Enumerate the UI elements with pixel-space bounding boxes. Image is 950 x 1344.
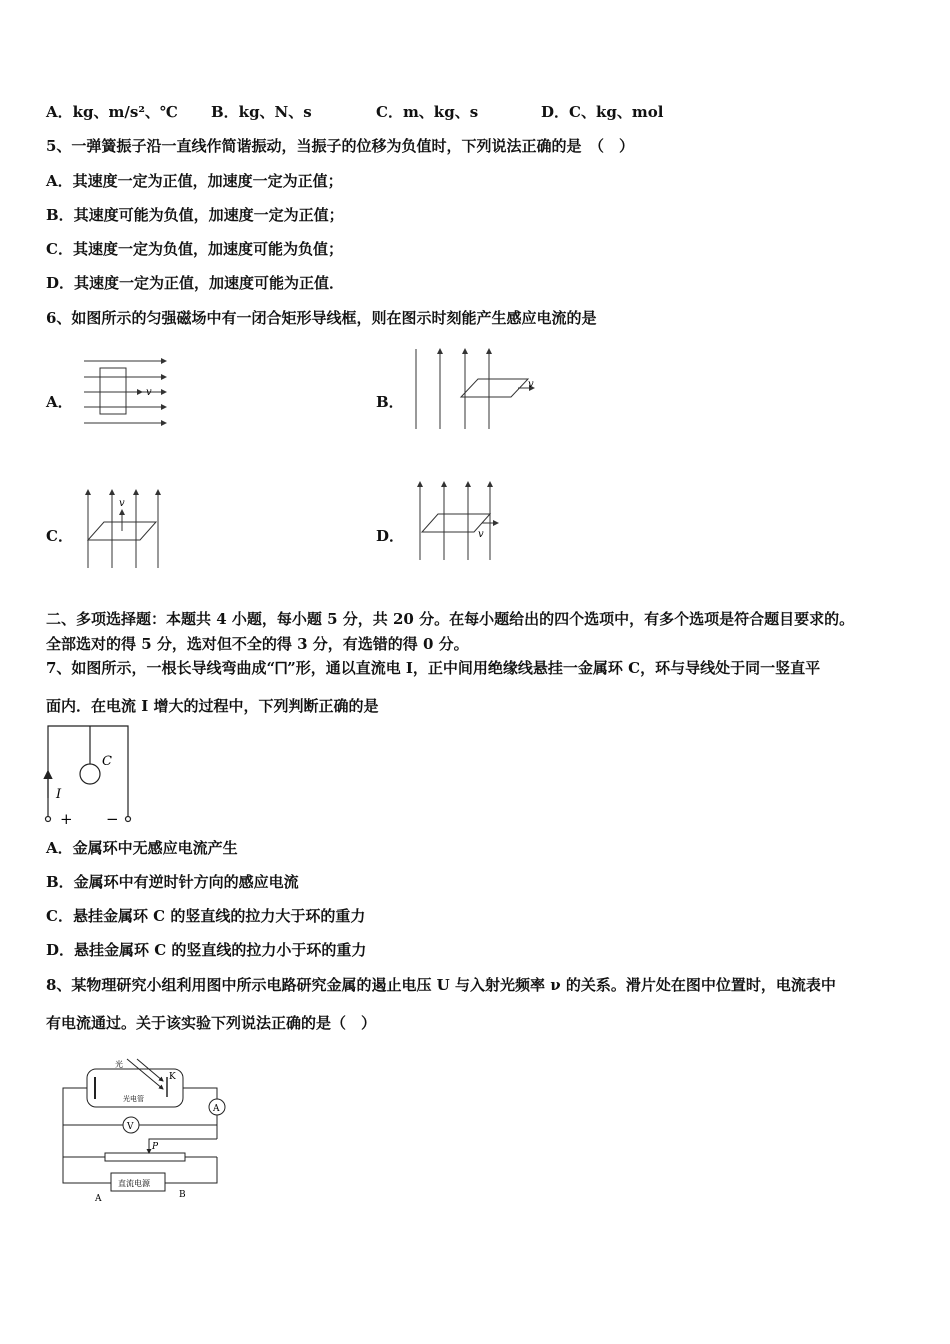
q8-circuit-figure xyxy=(55,1055,230,1205)
q8-ammeter-label: A xyxy=(213,1104,220,1114)
q7-plus-label: + xyxy=(60,810,73,828)
q8-end-a-label: A xyxy=(95,1194,102,1204)
q5-option-d: D．其速度一定为正值，加速度可能为正值． xyxy=(46,274,345,292)
q7-line1: 7、如图所示，一根长导线弯曲成“⨅”形，通以直流电 I，正中间用绝缘线悬挂一金属环 C，环与导线处于同一竖直平 xyxy=(46,659,821,677)
q6-figure-a xyxy=(80,355,172,430)
q7-figure xyxy=(40,720,140,828)
section2-line2: 全部选对的得 5 分，选对但不全的得 3 分，有选错的得 0 分。 xyxy=(46,635,469,653)
q6-stem: 6、如图所示的匀强磁场中有一闭合矩形导线框，则在图示时刻能产生感应电流的是 xyxy=(46,309,597,327)
q4-option-b: B．kg、N、s xyxy=(211,103,312,121)
q7-option-a: A．金属环中无感应电流产生 xyxy=(46,839,238,857)
q8-light-label: 光 xyxy=(115,1060,123,1069)
q8-voltmeter-label: V xyxy=(127,1122,134,1132)
q4-option-d: D．C、kg、mol xyxy=(541,103,664,121)
q6-figure-b xyxy=(408,345,543,433)
q7-option-d: D．悬挂金属环 C 的竖直线的拉力小于环的重力 xyxy=(46,941,367,959)
q6-figure-d xyxy=(410,478,502,564)
q7-ring-label: C xyxy=(102,754,112,769)
q8-source-label: 直流电源 xyxy=(118,1179,150,1188)
q7-current-label: I xyxy=(56,787,62,802)
q4-option-a: A．kg、m/s²、℃ xyxy=(46,103,178,121)
q4-options xyxy=(46,102,663,122)
q5-stem: 5、一弹簧振子沿一直线作简谐振动，当振子的位移为负值时，下列说法正确的是 （ ） xyxy=(46,137,634,155)
q6-b-velocity-label: v xyxy=(528,379,534,390)
q4-option-c: C．m、kg、s xyxy=(376,103,479,121)
q8-slider-label: P xyxy=(152,1142,159,1152)
q8-k-label: K xyxy=(169,1072,176,1082)
q8-line1: 8、某物理研究小组利用图中所示电路研究金属的遏止电压 U 与入射光频率 ν 的关系。滑片处在图中位置时，电流表中 xyxy=(46,976,836,994)
q7-option-b: B．金属环中有逆时针方向的感应电流 xyxy=(46,873,299,891)
q7-minus-label: − xyxy=(106,810,119,828)
q6-a-velocity-label: v xyxy=(146,387,152,398)
q6-d-velocity-label: v xyxy=(478,529,484,540)
q5-option-c: C．其速度一定为负值，加速度可能为负值； xyxy=(46,240,343,258)
q6-c-velocity-label: v xyxy=(119,498,125,509)
q8-tube-label: 光电管 xyxy=(123,1095,144,1103)
q8-line2: 有电流通过。关于该实验下列说法正确的是（ ） xyxy=(46,1014,377,1032)
q6-label-b: B． xyxy=(376,393,404,411)
q7-line2: 面内．在电流 I 增大的过程中，下列判断正确的是 xyxy=(46,697,379,715)
q5-option-b: B．其速度可能为负值，加速度一定为正值； xyxy=(46,206,344,224)
q6-label-a: A． xyxy=(46,393,73,411)
section2-line1: 二、多项选择题：本题共 4 小题，每小题 5 分，共 20 分。在每小题给出的四个选项中，有多个选项是符合题目要求的。 xyxy=(46,610,855,628)
q6-label-c: C． xyxy=(46,527,73,545)
q7-option-c: C．悬挂金属环 C 的竖直线的拉力大于环的重力 xyxy=(46,907,366,925)
q6-label-d: D． xyxy=(376,527,405,545)
q6-figure-c xyxy=(78,486,168,572)
q5-option-a: A．其速度一定为正值，加速度一定为正值； xyxy=(46,172,343,190)
q8-end-b-label: B xyxy=(179,1190,186,1200)
